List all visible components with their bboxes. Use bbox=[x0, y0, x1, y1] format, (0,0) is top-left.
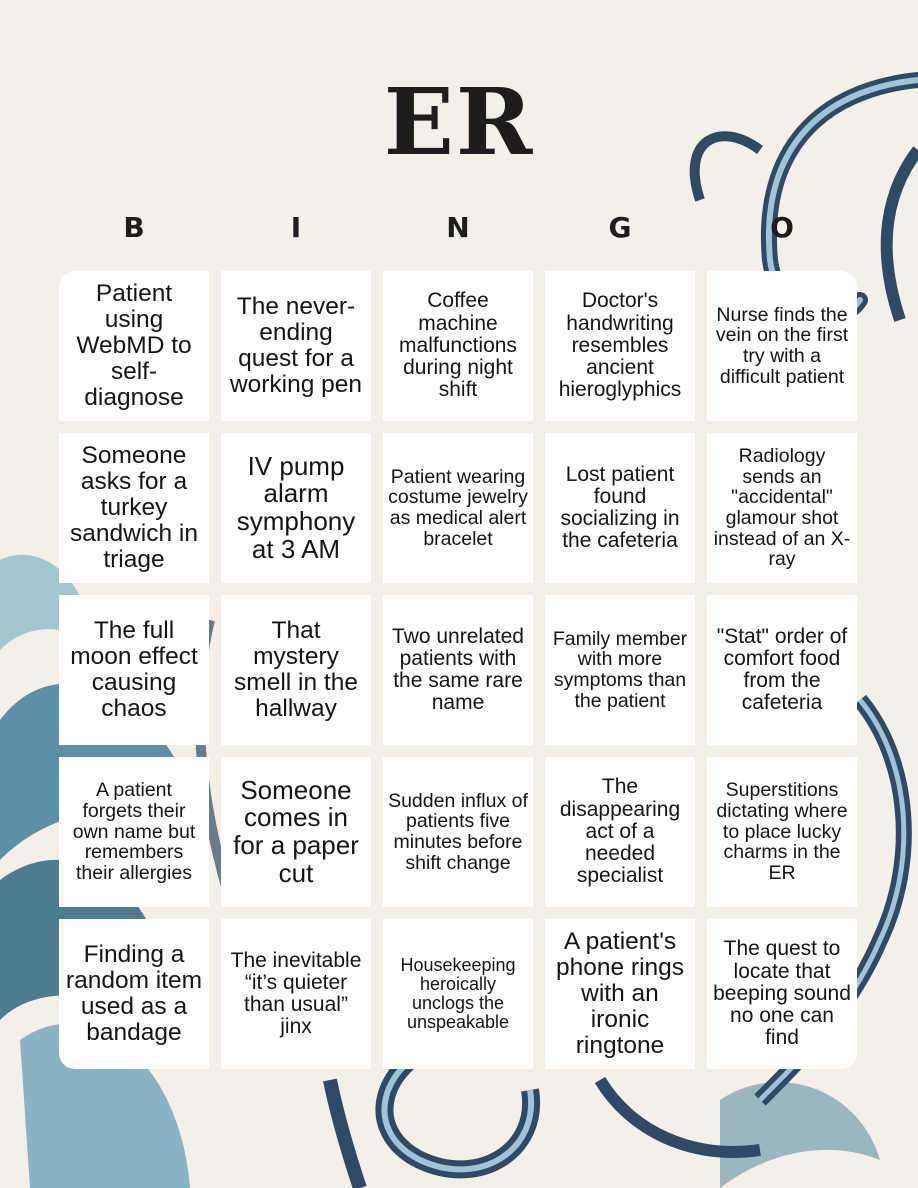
cell-text: The disappearing act of a needed specialist bbox=[559, 775, 681, 888]
cell-text: "Stat" order of comfort food from the cafeteria bbox=[716, 624, 848, 715]
bingo-header bbox=[59, 208, 859, 248]
cell-text: A patient's phone rings with an ironic ringtone bbox=[555, 928, 685, 1059]
bingo-cell[interactable] bbox=[59, 271, 209, 421]
cell-text: The never-ending quest for a working pen bbox=[229, 293, 363, 398]
bingo-cell[interactable] bbox=[707, 757, 857, 907]
bingo-cell[interactable] bbox=[383, 919, 533, 1069]
bingo-cell[interactable] bbox=[545, 595, 695, 745]
bingo-cell[interactable] bbox=[707, 271, 857, 421]
bingo-cell[interactable] bbox=[221, 919, 371, 1069]
cell-text: Housekeeping heroically unclogs the unspeakable bbox=[400, 954, 516, 1033]
cell-text: Nurse finds the vein on the first try with a difficult patient bbox=[715, 303, 849, 388]
bingo-cell[interactable] bbox=[545, 271, 695, 421]
bingo-cell[interactable] bbox=[545, 757, 695, 907]
cell-text: The inevitable “it’s quieter than usual” jinx bbox=[230, 948, 362, 1039]
bingo-cell[interactable] bbox=[221, 271, 371, 421]
cell-text: Patient using WebMD to self-diagnose bbox=[76, 280, 192, 411]
bingo-cell[interactable] bbox=[59, 757, 209, 907]
cell-text: Family member with more symptoms than the patient bbox=[552, 627, 688, 712]
bingo-cell[interactable] bbox=[545, 433, 695, 583]
header-letter-g: G bbox=[608, 211, 632, 244]
cell-text: Someone comes in for a paper cut bbox=[233, 774, 359, 888]
header-letter-i: I bbox=[290, 211, 302, 244]
bingo-cell[interactable] bbox=[221, 757, 371, 907]
cell-text: Radiology sends an "accidental" glamour shot instead of an X-ray bbox=[713, 445, 851, 571]
cell-text: Sudden influx of patients five minutes before shift change bbox=[388, 789, 528, 874]
bingo-cell[interactable] bbox=[707, 595, 857, 745]
header-letter-b: B bbox=[123, 211, 145, 244]
bingo-cell[interactable] bbox=[707, 919, 857, 1069]
header-letter-n: N bbox=[446, 211, 470, 244]
bingo-cell[interactable] bbox=[707, 433, 857, 583]
cell-text: Lost patient found socializing in the cafeteria bbox=[560, 462, 680, 553]
bingo-cell[interactable] bbox=[383, 433, 533, 583]
cell-text: Doctor's handwriting resembles ancient hieroglyphics bbox=[558, 289, 682, 402]
bingo-cell[interactable] bbox=[59, 595, 209, 745]
bingo-cell[interactable] bbox=[59, 433, 209, 583]
cell-text: Someone asks for a turkey sandwich in triage bbox=[69, 442, 198, 573]
bingo-cell[interactable] bbox=[383, 271, 533, 421]
cell-text: The quest to locate that beeping sound no one can find bbox=[713, 937, 851, 1050]
bingo-cell[interactable] bbox=[59, 919, 209, 1069]
cell-text: That mystery smell in the hallway bbox=[234, 617, 358, 722]
bingo-cell[interactable] bbox=[545, 919, 695, 1069]
cell-text: Superstitions dictating where to place lucky charms in the ER bbox=[716, 779, 848, 884]
bingo-cell[interactable] bbox=[383, 757, 533, 907]
cell-text: Finding a random item used as a bandage bbox=[65, 941, 203, 1046]
page-title: ER bbox=[383, 68, 535, 176]
header-letter-o: O bbox=[770, 211, 794, 244]
bingo-cell[interactable] bbox=[383, 595, 533, 745]
cell-text: The full moon effect causing chaos bbox=[70, 617, 198, 722]
bingo-board bbox=[59, 271, 859, 1071]
cell-text: Coffee machine malfunctions during night shift bbox=[399, 289, 517, 402]
bingo-cell[interactable] bbox=[221, 595, 371, 745]
cell-text: IV pump alarm symphony at 3 AM bbox=[236, 450, 356, 564]
cell-text: Two unrelated patients with the same rare name bbox=[392, 624, 524, 715]
cell-text: A patient forgets their own name but remembers their allergies bbox=[72, 779, 196, 884]
bingo-cell[interactable] bbox=[221, 433, 371, 583]
cell-text: Patient wearing costume jewelry as medical alert bracelet bbox=[388, 465, 528, 550]
